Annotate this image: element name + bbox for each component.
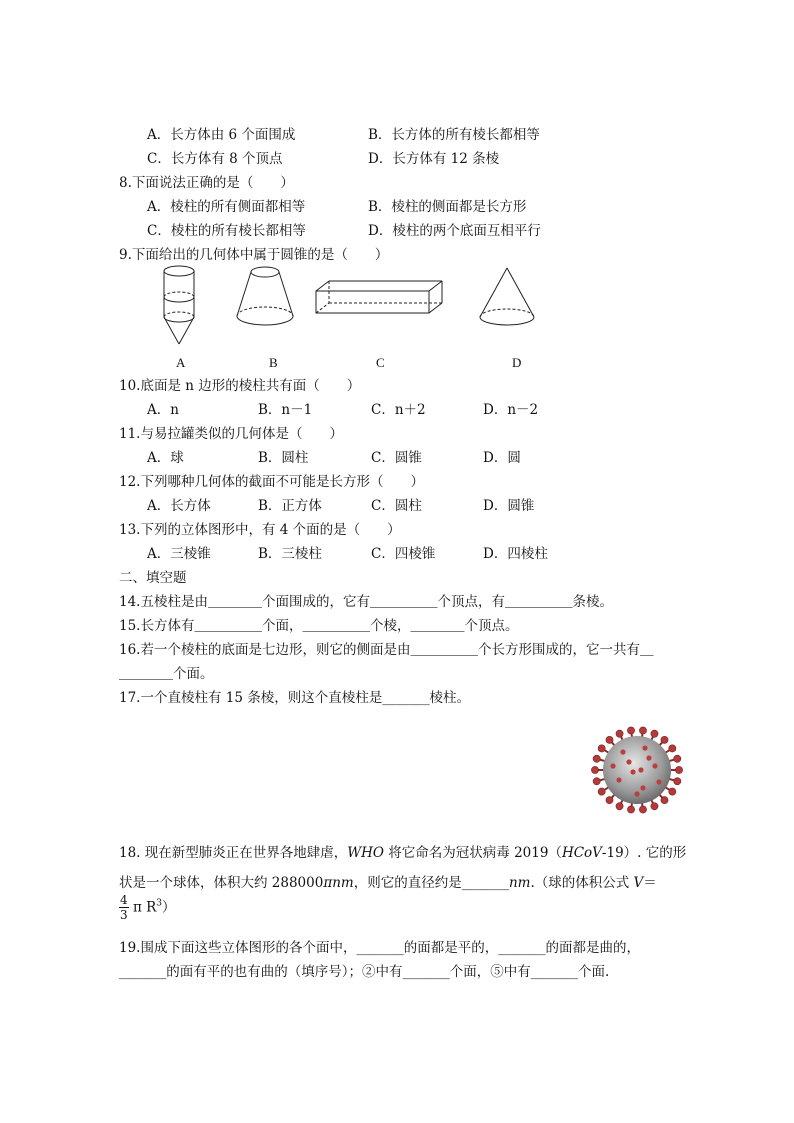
q10-option-b: B．n－1 (258, 402, 313, 418)
section-heading-fill-in: 二、填空题 (119, 570, 187, 586)
q19-line1: 19.围成下面这些立体图形的各个面中，_______的面都是平的，_______的面都是曲的， (119, 940, 640, 956)
q17-text: 17.一个直棱柱有 15 条棱，则这个直棱柱是_______棱柱。 (119, 690, 470, 706)
q16-line1: 16.若一个棱柱的底面是七边形，则它的侧面是由＿＿＿＿＿个长方形围成的，它一共有＿ (119, 642, 654, 658)
q18-text-b: 将它命名为冠状病毒 2019（ (383, 845, 562, 861)
q7-option-b: B．长方体的所有棱长都相等 (368, 127, 540, 143)
q13-option-a: A．三棱锥 (147, 546, 211, 562)
q18-equals: ＝ (643, 875, 657, 891)
q7-option-a: A．长方体由 6 个面围成 (147, 127, 296, 143)
q7-option-d: D．长方体有 12 条棱 (368, 151, 500, 167)
q18-unit-volume: πnm (323, 875, 354, 891)
q10-option-d: D．n－2 (483, 402, 539, 418)
q10-option-c: C．n＋2 (371, 402, 426, 418)
q18-hcov: HCoV (561, 845, 602, 861)
q11-option-a: A．球 (147, 450, 184, 466)
cuboid-figure (313, 279, 445, 317)
q13-option-c: C．四棱锥 (371, 546, 436, 562)
q18-text-f: .（球的体积公式 (530, 875, 634, 891)
q8-option-a: A．棱柱的所有侧面都相等 (147, 199, 306, 215)
q18-unit-length: nm (508, 875, 531, 891)
q13-stem: 13.下列的立体图形中，有 4 个面的是（ ） (119, 522, 401, 538)
q8-option-b: B．棱柱的侧面都是长方形 (368, 199, 527, 215)
q18-exponent: 3 (156, 898, 163, 909)
q15-text: 15.长方体有＿＿＿＿＿个面，＿＿＿＿＿个棱，＿＿＿＿个顶点。 (119, 618, 519, 634)
q12-option-a: A．长方体 (147, 498, 211, 514)
q18-text-d: 状是一个球体，体积大约 288000 (119, 875, 324, 891)
fraction-denominator: 3 (120, 908, 128, 922)
q18-line2 (119, 873, 657, 893)
q10-option-a: A．n (147, 402, 179, 418)
q18-text-c: -19）. 它的形 (601, 845, 687, 861)
q10-stem: 10.底面是 n 边形的棱柱共有面（ ） (119, 378, 361, 394)
q11-option-c: C．圆锥 (371, 450, 422, 466)
fraction-numerator: 4 (120, 893, 128, 907)
q18-who: WHO (347, 845, 384, 861)
q18-text-a: 18. 现在新型肺炎正在世界各地肆虐， (119, 845, 348, 861)
q12-option-d: D．圆锥 (483, 498, 535, 514)
cone-figure (476, 266, 538, 330)
fraction (119, 893, 129, 922)
q12-stem: 12.下列哪种几何体的截面不可能是长方形（ ） (119, 474, 424, 490)
q8-stem: 8.下面说法正确的是（ ） (119, 175, 294, 191)
q18-v-symbol: V (633, 875, 644, 891)
figure-label-c: C (376, 355, 385, 370)
q12-option-b: B．正方体 (258, 498, 322, 514)
cylinder-cone-figure (150, 262, 210, 348)
q11-stem: 11.与易拉罐类似的几何体是（ ） (119, 426, 343, 442)
q8-option-d: D．棱柱的两个底面互相平行 (368, 223, 541, 239)
q12-option-c: C．圆柱 (371, 498, 422, 514)
q8-option-c: C．棱柱的所有棱长都相等 (147, 223, 306, 239)
q18-text-e: ，则它的直径约是_______ (353, 875, 509, 891)
coronavirus-illustration (583, 722, 691, 818)
q19-line2: _______的面有平的也有曲的（填序号）；②中有_______个面，⑤中有_______个面. (119, 964, 610, 980)
q11-option-b: B．圆柱 (258, 450, 309, 466)
figure-label-d: D (512, 355, 522, 370)
frustum-figure (232, 264, 298, 328)
q13-option-b: B．三棱柱 (258, 546, 322, 562)
q18-line3 (119, 893, 176, 927)
q18-close: ） (162, 899, 176, 916)
q16-line2: ＿＿＿＿个面。 (119, 666, 214, 682)
q18-line1 (119, 843, 686, 863)
q7-option-c: C．长方体有 8 个顶点 (147, 151, 283, 167)
figure-label-a: A (176, 355, 186, 370)
q13-option-d: D．四棱柱 (483, 546, 548, 562)
q11-option-d: D．圆 (483, 450, 521, 466)
q18-pi-r: π R (132, 899, 157, 916)
figure-label-b: B (269, 355, 278, 370)
q9-stem: 9.下面给出的几何体中属于圆锥的是（ ） (119, 247, 389, 263)
q14-text: 14.五棱柱是由＿＿＿＿个面围成的，它有＿＿＿＿＿个顶点，有＿＿＿＿＿条棱。 (119, 594, 613, 610)
